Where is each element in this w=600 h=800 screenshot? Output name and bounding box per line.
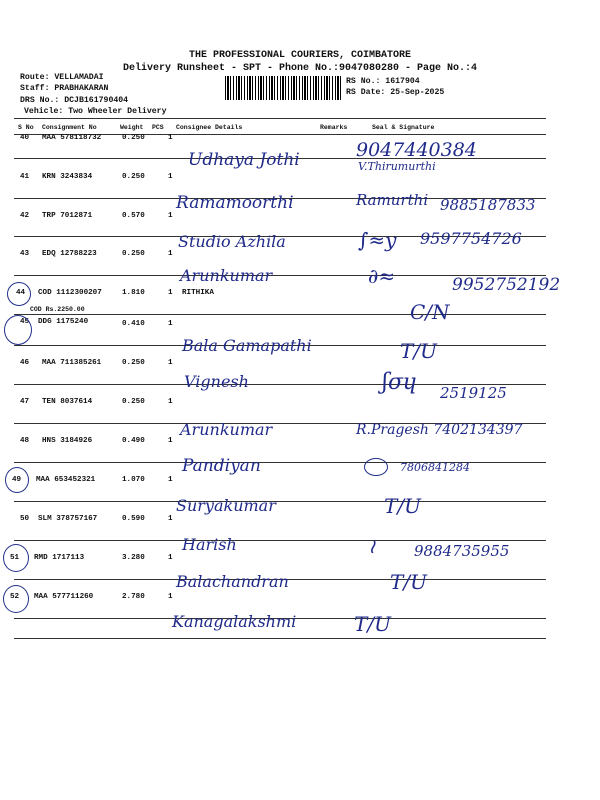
col-consignee: Consignee Details — [176, 124, 243, 131]
row-sno: 49 — [12, 476, 22, 484]
row-consignment: COD 1112300207 — [38, 289, 102, 297]
vehicle: Vehicle: Two Wheeler Delivery — [24, 107, 167, 116]
handwritten-consignee: Ramamoorthi — [176, 193, 294, 213]
col-pcs: PCS — [152, 124, 164, 131]
row-sno: 51 — [10, 554, 20, 562]
handwritten-remark: T/U — [400, 339, 437, 363]
row-sno: 47 — [20, 398, 30, 406]
row-pcs: 1 — [168, 476, 173, 484]
row-consignment: TRP 7012871 — [42, 212, 93, 220]
row-weight: 1.810 — [122, 289, 145, 297]
handwritten-phone: 7806841284 — [400, 461, 470, 474]
row-weight: 0.250 — [122, 250, 145, 258]
handwritten-remark: T/U — [390, 570, 427, 594]
handwritten-phone: 9047440384 — [356, 139, 477, 161]
handwritten-consignee: Studio Azhila — [178, 232, 286, 251]
row-pcs: 1 — [168, 289, 173, 297]
sno-circle-mark — [3, 585, 29, 613]
handwritten-signature-mark — [364, 458, 388, 476]
handwritten-consignee: Suryakumar — [176, 496, 276, 515]
row-weight: 3.280 — [122, 554, 145, 562]
row-consignment: MAA 711385261 — [42, 359, 102, 367]
row-rule — [14, 540, 546, 541]
handwritten-consignee: Udhaya Jothi — [188, 150, 300, 170]
barcode — [225, 76, 343, 100]
handwritten-phone: 9884735955 — [414, 542, 510, 560]
row-sno: 41 — [20, 173, 30, 181]
row-consignment: TEN 8037614 — [42, 398, 93, 406]
handwritten-consignee: Balachandran — [176, 572, 289, 591]
row-weight: 0.590 — [122, 515, 145, 523]
row-sno: 48 — [20, 437, 30, 445]
handwritten-consignee: Arunkumar — [180, 266, 273, 285]
rs-date: RS Date: 25-Sep-2025 — [346, 88, 445, 97]
rs-no: RS No.: 1617904 — [346, 77, 420, 86]
row-sno: 52 — [10, 593, 20, 601]
handwritten-signature-mark: ∂≈ — [368, 264, 396, 288]
handwritten-cn: C/N — [410, 300, 450, 324]
company-title: THE PROFESSIONAL COURIERS, COIMBATORE — [188, 50, 412, 61]
row-pcs: 1 — [168, 554, 173, 562]
handwritten-consignee: Pandiyan — [182, 456, 261, 476]
handwritten-number: 2519125 — [440, 384, 507, 402]
row-rule — [14, 638, 546, 639]
row-pcs: 1 — [168, 250, 173, 258]
row-pcs: 1 — [168, 437, 173, 445]
row-consignment: HNS 3184926 — [42, 437, 93, 445]
row-pcs: 1 — [168, 515, 173, 523]
row-rule — [14, 501, 546, 502]
handwritten-consignee: Arunkumar — [180, 420, 273, 439]
row-weight: 1.070 — [122, 476, 145, 484]
row-pcs: 1 — [168, 173, 173, 181]
row-sno: 46 — [20, 359, 30, 367]
row-sno: 50 — [20, 515, 30, 523]
row-pcs: 1 — [168, 593, 173, 601]
handwritten-signature: Ramurthi — [356, 191, 429, 209]
route: Route: VELLAMADAI — [20, 73, 104, 82]
sno-circle-mark — [5, 467, 29, 493]
col-weight: Weight — [120, 124, 144, 131]
table-top-rule — [14, 118, 546, 119]
row-pcs: 1 — [168, 359, 173, 367]
row-weight: 0.410 — [122, 320, 145, 328]
sno-circle-mark — [4, 315, 32, 345]
row-consignment: DDG 1175240 — [38, 318, 89, 326]
handwritten-consignee: Harish — [182, 535, 237, 554]
row-consignment: SLM 378757167 — [38, 515, 98, 523]
row-consignment: MAA 653452321 — [36, 476, 96, 484]
row-pcs: 1 — [168, 134, 173, 142]
handwritten-remark: T/U — [384, 494, 421, 518]
row-consignment: MAA 577711260 — [34, 593, 94, 601]
row-sno: 42 — [20, 212, 30, 220]
row-weight: 0.250 — [122, 398, 145, 406]
col-consignment: Consignment No — [42, 124, 97, 131]
runsheet-subtitle: Delivery Runsheet - SPT - Phone No.:9047080280 - Page No.:4 — [122, 63, 478, 74]
handwritten-signature: V.Thirumurthi — [358, 160, 436, 173]
handwritten-remark: T/U — [354, 612, 391, 636]
row-weight: 2.780 — [122, 593, 145, 601]
row-pcs: 1 — [168, 398, 173, 406]
handwritten-signature: R.Pragesh 7402134397 — [356, 422, 523, 438]
row-sno: 44 — [16, 289, 26, 297]
row-weight: 0.490 — [122, 437, 145, 445]
handwritten-signature-mark: ʃσɥ — [382, 370, 418, 395]
row-weight: 0.250 — [122, 359, 145, 367]
col-remarks: Remarks — [320, 124, 348, 131]
row-sno: 43 — [20, 250, 30, 258]
row-weight: 0.250 — [122, 173, 145, 181]
handwritten-consignee: Kanagalakshmi — [172, 612, 297, 631]
handwritten-signature-mark: ∫≈y — [358, 228, 397, 252]
handwritten-phone: 9952752192 — [452, 275, 561, 295]
handwritten-phone: 9597754726 — [420, 229, 522, 248]
row-weight: 0.250 — [122, 134, 145, 142]
row-consignment: MAA 578118732 — [42, 134, 102, 142]
row-pcs: 1 — [168, 212, 173, 220]
staff: Staff: PRABHAKARAN — [20, 84, 109, 93]
row-consignment: RMD 1717113 — [34, 554, 85, 562]
consignee-name: RITHIKA — [182, 289, 214, 297]
handwritten-consignee: Bala Gamapathi — [182, 336, 312, 355]
row-pcs: 1 — [168, 320, 173, 328]
row-weight: 0.570 — [122, 212, 145, 220]
handwritten-consignee: Vignesh — [184, 372, 249, 391]
sno-circle-mark — [7, 282, 31, 306]
row-sno: 45 — [20, 318, 30, 326]
row-rule — [14, 314, 546, 315]
col-sno: S No — [18, 124, 34, 131]
handwritten-signature-mark: ≀ — [368, 534, 376, 558]
sno-circle-mark — [3, 544, 29, 572]
row-consignment: EDQ 12788223 — [42, 250, 97, 258]
handwritten-phone: 9885187833 — [440, 196, 536, 214]
row-consignment: KRN 3243834 — [42, 173, 93, 181]
drs-no: DRS No.: DCJB161790404 — [20, 96, 129, 105]
col-seal: Seal & Signature — [372, 124, 435, 131]
row-sno: 40 — [20, 134, 30, 142]
cod-amount: COD Rs.2250.00 — [30, 306, 85, 313]
